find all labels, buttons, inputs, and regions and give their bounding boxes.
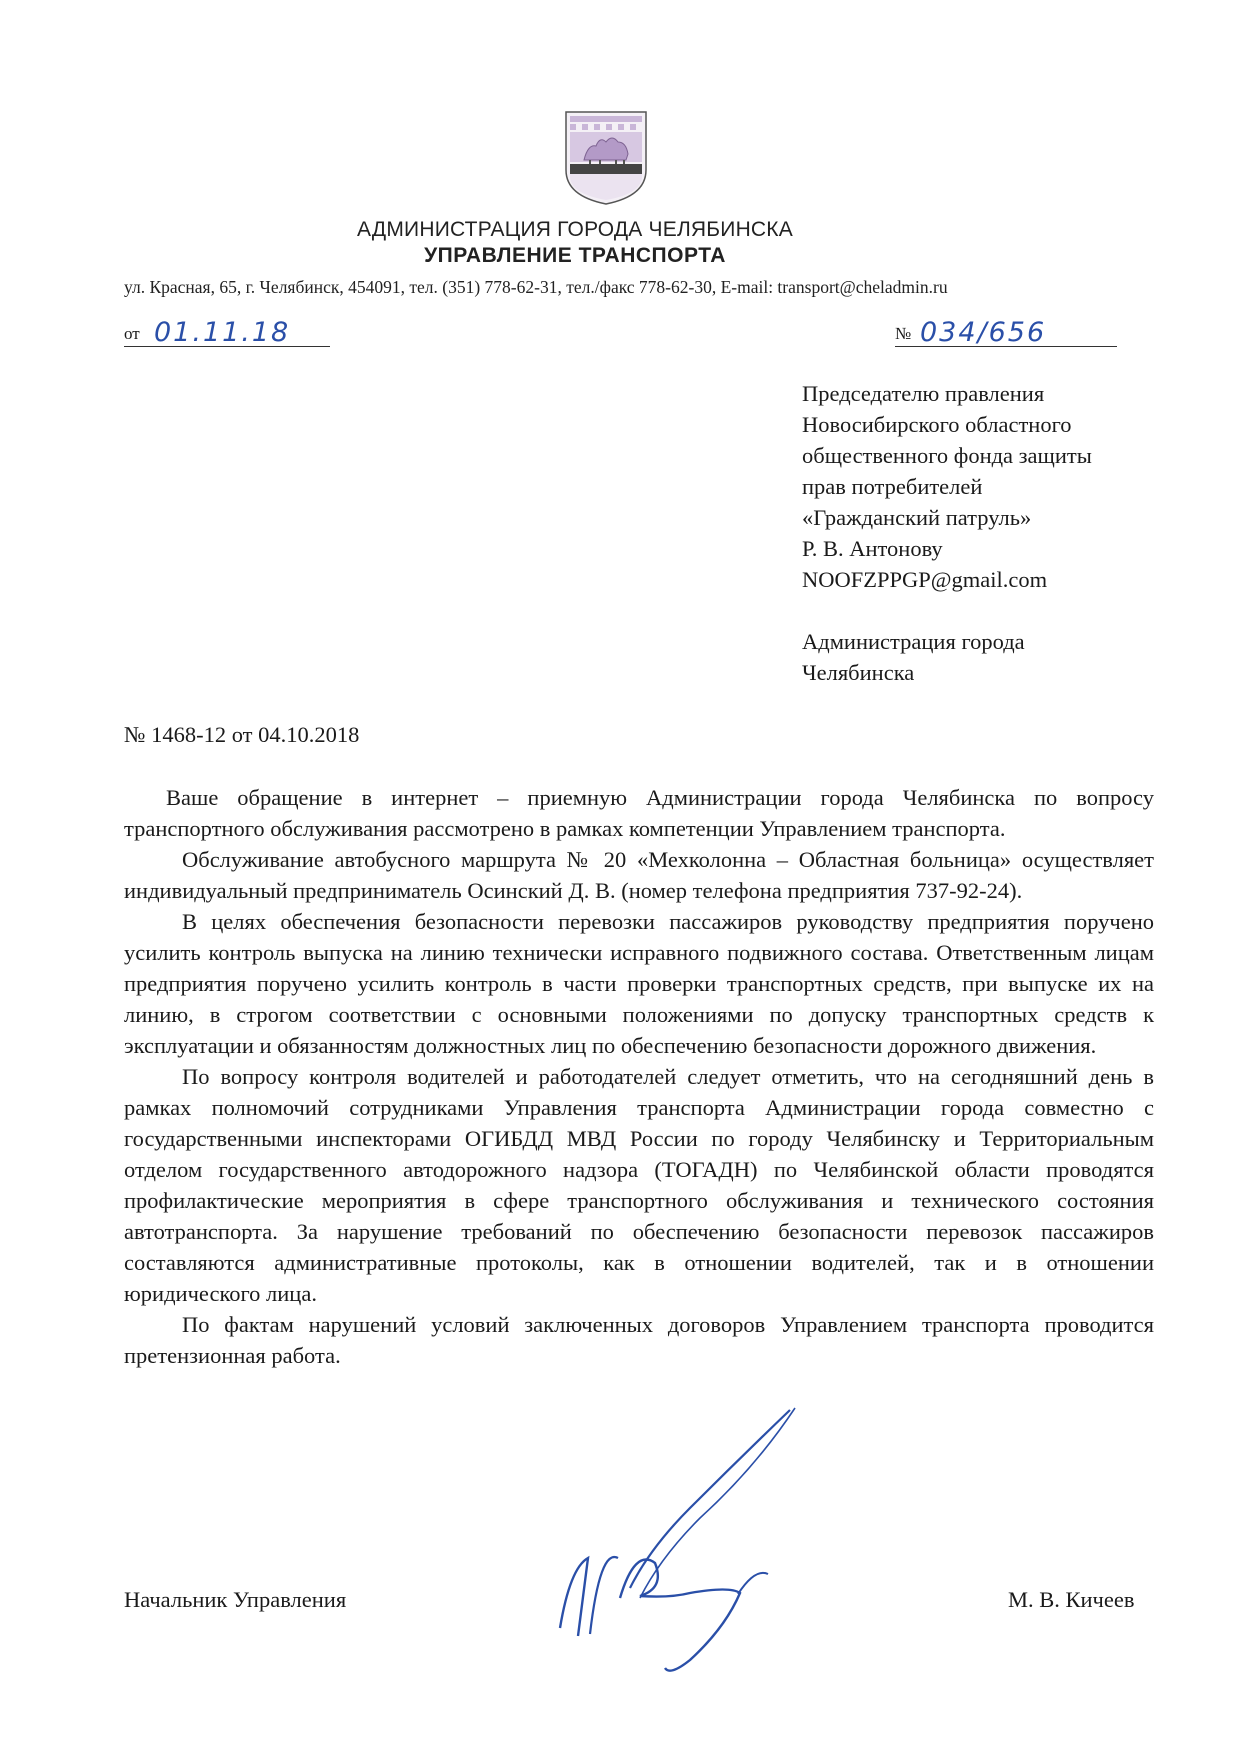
- body-paragraph: В целях обеспечения безопасности перевозки пассажиров руководству предприятия поручено усилить контроль выпуска на линию технически исправного подвижного состава. Ответственным лицам предприятия поручено усилить контроль в части проверки транспортных средств, при выпуске их на линию, в строгом соответствии с основными положениями по допуску транспортных средств к эксплуатации и обязанностям должностных лиц по обеспечению безопасности дорожного движения.: [124, 909, 1154, 1058]
- outgoing-date-field: [124, 312, 330, 347]
- letter-body: [124, 782, 1154, 1371]
- incoming-reference: № 1468-12 от 04.10.2018: [124, 722, 360, 747]
- addressee-line: прав потребителей: [802, 474, 983, 499]
- body-paragraph: По вопросу контроля водителей и работодателей следует отметить, что на сегодняшний день в рамках полномочий сотрудниками Управления транспорта Администрации города совместно с государственными инспекторами ОГИБДД МВД России по городу Челябинску и Территориальным отделом государственного автодорожного надзора (ТОГАДН) по Челябинской области проводятся профилактические мероприятия в сфере транспортного обслуживания и технического состояния автотранспорта. За нарушение требований по обеспечению безопасности перевозок пассажиров составляются административные протоколы, как в отношении водителей, так и в отношении юридического лица.: [124, 1064, 1154, 1306]
- addressee-line: Председателю правления: [802, 381, 1045, 406]
- outgoing-number-field: [895, 312, 1117, 347]
- handwritten-signature: [540, 1398, 870, 1678]
- addressee-line: Новосибирского областного: [802, 412, 1072, 437]
- organization-address: ул. Красная, 65, г. Челябинск, 454091, тел. (351) 778-62-31, тел./факс 778-62-30, E-mail: transport@cheladmin.ru: [124, 277, 948, 297]
- addressee-block: [802, 378, 1092, 688]
- addressee-line: общественного фонда защиты: [802, 443, 1092, 468]
- copy-line: Челябинска: [802, 660, 915, 685]
- signatory-position: Начальник Управления: [124, 1587, 347, 1612]
- addressee-email: NOOFZPPGP@gmail.com: [802, 567, 1048, 592]
- organization-name: АДМИНИСТРАЦИЯ ГОРОДА ЧЕЛЯБИНСКА: [357, 218, 793, 241]
- body-paragraph: Обслуживание автобусного маршрута № 20 «Мехколонна – Областная больница» осуществляет индивидуальный предприниматель Осинский Д. В. (номер телефона предприятия 737-92-24).: [124, 847, 1154, 903]
- body-paragraph: По фактам нарушений условий заключенных договоров Управлением транспорта проводится претензионная работа.: [124, 1312, 1154, 1368]
- number-prefix: №: [895, 324, 912, 343]
- handwritten-number: 034/656: [920, 317, 1047, 348]
- handwritten-date: 01.11.18: [154, 317, 291, 348]
- city-emblem-icon: [560, 108, 652, 206]
- addressee-line: Р. В. Антонову: [802, 536, 943, 561]
- body-paragraph: Ваше обращение в интернет – приемную Администрации города Челябинска по вопросу транспортного обслуживания рассмотрено в рамках компетенции Управлением транспорта.: [124, 785, 1154, 841]
- department-name: УПРАВЛЕНИЕ ТРАНСПОРТА: [424, 244, 726, 267]
- addressee-line: «Гражданский патруль»: [802, 505, 1032, 530]
- copy-line: Администрация города: [802, 629, 1025, 654]
- signatory-name: М. В. Кичеев: [1008, 1587, 1135, 1612]
- date-prefix: от: [124, 324, 140, 343]
